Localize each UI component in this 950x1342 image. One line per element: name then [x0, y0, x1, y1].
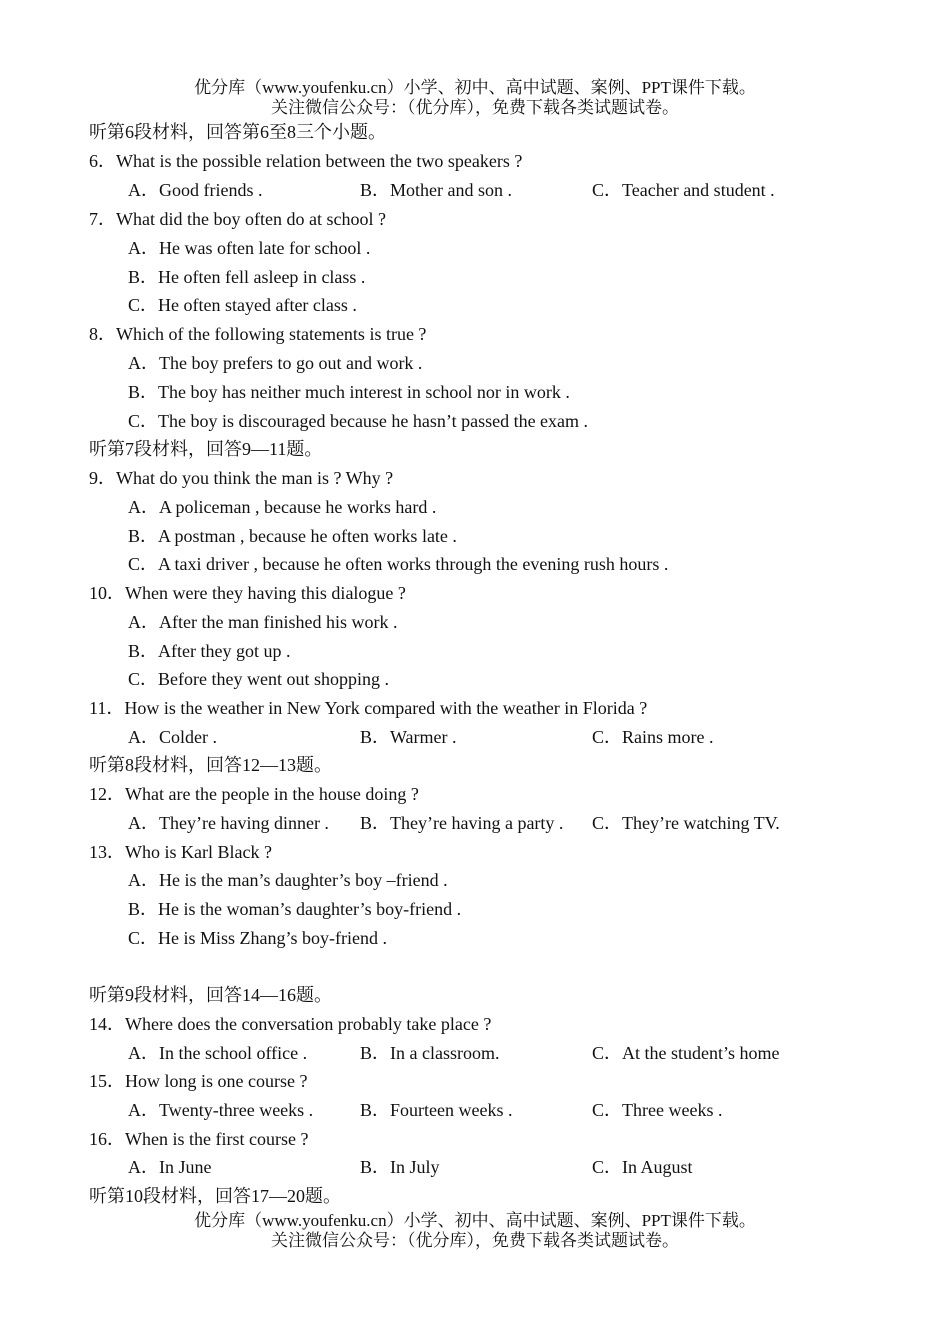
question-14-option-c: C．At the student’s home: [592, 1043, 780, 1063]
section-10-heading: 听第10段材料，回答17—20题。: [89, 1186, 341, 1206]
question-16-option-a: A．In June: [128, 1157, 212, 1177]
question-13-option-b: B．He is the woman’s daughter’s boy-friend .: [128, 899, 462, 919]
question-9: 9．What do you think the man is ? Why ?: [89, 468, 394, 488]
question-9-option-b: B．A postman , because he often works late .: [128, 526, 457, 546]
question-13: 13．Who is Karl Black ?: [89, 842, 272, 862]
section-8-heading: 听第8段材料，回答12—13题。: [89, 755, 332, 775]
question-12: 12．What are the people in the house doing ?: [89, 784, 419, 804]
question-8: 8．Which of the following statements is true ?: [89, 324, 427, 344]
question-12-option-b: B．They’re having a party .: [360, 813, 564, 833]
question-13-option-a: A．He is the man’s daughter’s boy –friend .: [128, 870, 448, 890]
question-16-option-c: C．In August: [592, 1157, 693, 1177]
question-9-option-c: C．A taxi driver , because he often works through the evening rush hours .: [128, 554, 669, 574]
footer-line-1: 优分库（www.youfenku.cn）小学、初中、高中试题、案例、PPT课件下载。: [194, 1211, 756, 1230]
section-9-heading: 听第9段材料，回答14—16题。: [89, 985, 332, 1005]
question-9-option-a: A．A policeman , because he works hard .: [128, 497, 437, 517]
question-13-option-c: C．He is Miss Zhang’s boy-friend .: [128, 928, 387, 948]
section-7-heading: 听第7段材料，回答9—11题。: [89, 439, 323, 459]
question-6: 6．What is the possible relation between the two speakers ?: [89, 151, 523, 171]
footer-line-2: 关注微信公众号：（优分库），免费下载各类试题试卷。: [271, 1231, 679, 1250]
question-10-option-b: B．After they got up .: [128, 641, 291, 661]
question-15: 15．How long is one course ?: [89, 1071, 308, 1091]
question-16-option-b: B．In July: [360, 1157, 440, 1177]
question-6-option-c: C．Teacher and student .: [592, 180, 775, 200]
question-6-option-a: A．Good friends .: [128, 180, 263, 200]
question-15-option-c: C．Three weeks .: [592, 1100, 723, 1120]
question-6-option-b: B．Mother and son .: [360, 180, 512, 200]
question-7: 7．What did the boy often do at school ?: [89, 209, 386, 229]
question-12-option-c: C．They’re watching TV.: [592, 813, 780, 833]
question-8-option-a: A．The boy prefers to go out and work .: [128, 353, 423, 373]
question-10-option-c: C．Before they went out shopping .: [128, 669, 389, 689]
question-11-option-c: C．Rains more .: [592, 727, 714, 747]
question-11: 11．How is the weather in New York compared with the weather in Florida ?: [89, 698, 648, 718]
question-8-option-c: C．The boy is discouraged because he hasn’t passed the exam .: [128, 411, 589, 431]
question-10-option-a: A．After the man finished his work .: [128, 612, 398, 632]
question-7-option-b: B．He often fell asleep in class .: [128, 267, 366, 287]
section-6-heading: 听第6段材料，回答第6至8三个小题。: [89, 122, 386, 142]
question-10: 10．When were they having this dialogue ?: [89, 583, 406, 603]
question-7-option-c: C．He often stayed after class .: [128, 295, 357, 315]
question-7-option-a: A．He was often late for school .: [128, 238, 371, 258]
question-8-option-b: B．The boy has neither much interest in school nor in work .: [128, 382, 570, 402]
question-12-option-a: A．They’re having dinner .: [128, 813, 329, 833]
question-14: 14．Where does the conversation probably take place ?: [89, 1014, 492, 1034]
header-line-1: 优分库（www.youfenku.cn）小学、初中、高中试题、案例、PPT课件下载。: [194, 78, 756, 97]
question-15-option-b: B．Fourteen weeks .: [360, 1100, 513, 1120]
header-line-2: 关注微信公众号：（优分库），免费下载各类试题试卷。: [271, 98, 679, 117]
question-16: 16．When is the first course ?: [89, 1129, 309, 1149]
question-15-option-a: A．Twenty-three weeks .: [128, 1100, 314, 1120]
question-14-option-a: A．In the school office .: [128, 1043, 308, 1063]
question-14-option-b: B．In a classroom.: [360, 1043, 500, 1063]
question-11-option-b: B．Warmer .: [360, 727, 457, 747]
question-11-option-a: A．Colder .: [128, 727, 217, 747]
